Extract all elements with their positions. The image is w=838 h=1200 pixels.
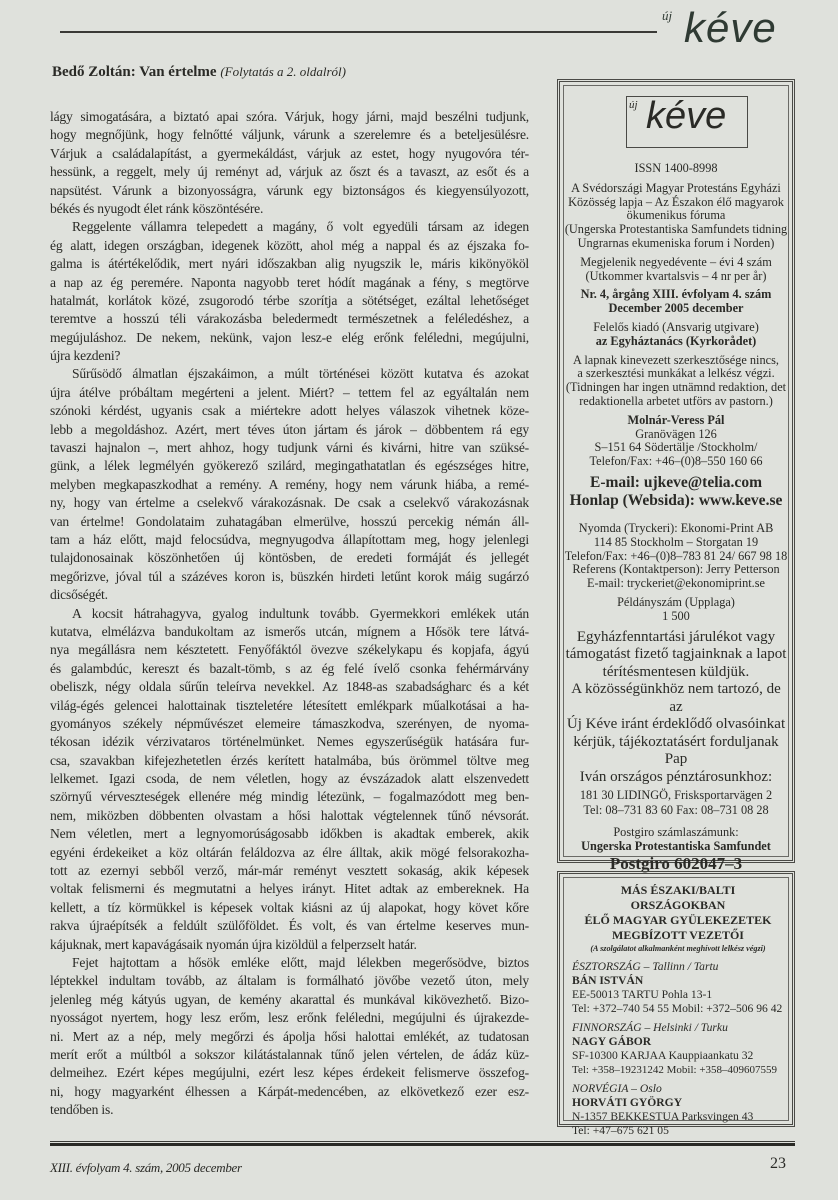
contact-line: Telefon/Fax: +46–(0)8–550 160 66	[589, 454, 763, 469]
printer-line: E-mail: tryckeriet@ekonomiprint.se	[587, 576, 765, 591]
article-line: hessünk, a reggelt, mely új reményt ad, várjuk az őszt és a tavaszt, az esőt és a	[50, 164, 529, 180]
printer-line: Referens (Kontaktperson): Jerry Petterson	[572, 562, 780, 577]
support-line: Új Kéve iránt érdeklődő olvasóinkat	[566, 716, 786, 733]
leader-entry	[572, 1021, 784, 1077]
article-line: lágy simogatására, a biztató apai szóra. Várjuk, hogy járni, majd beszélni tudjunk,	[50, 109, 529, 124]
article-line: obeliszk, négy oldala sűrűn teleírva nevekkel. Az 1848-as szabadságharc és a két	[50, 679, 529, 695]
article-line: nya megállásra nem késztetett. Fenyőfáktól övezve székelykapu és kopjafa, ágyú	[50, 642, 529, 658]
heading-line: MÁS ÉSZAKI/BALTI ORSZÁGOKBAN	[620, 883, 736, 912]
article-line: a nap az ég peremére. Naponta nagyobb teret hódít magának a fény, s megtörve	[50, 274, 529, 290]
email-link[interactable]: E-mail: ujkeve@telia.com	[590, 473, 762, 491]
article-line: delmeihez. Ezért képes megújulni, ezért lesz képes érdekeit felismerve összefog-	[50, 1065, 529, 1081]
support-line: kérjük, tájékoztatásért forduljanak Pap	[573, 733, 779, 768]
article-line: újra átélve próbáltam megérteni a jelent. Miért? – tettem fel az egyáltalán nem	[50, 384, 529, 400]
leader-name: BÁN ISTVÁN	[572, 974, 644, 987]
leaders-content	[572, 883, 784, 1143]
continuation-note: (Folytatás a 2. oldalról)	[220, 64, 346, 79]
article-line: tavaszi hajnalon –, mert ahhoz, hogy tudjunk várni és kivárni, hitre van szüksé-	[50, 440, 529, 456]
article-line: kutatva, elmélázva bandukoltam az ismerős utcán, mígnem a Hősök tere látvá-	[50, 623, 529, 639]
leader-address: SF-10300 KARJAA Kauppiaankatu 32	[572, 1049, 754, 1062]
uj-keve-logo	[660, 4, 800, 54]
footer-rule	[50, 1141, 795, 1146]
issue-line: December 2005 december	[608, 301, 744, 316]
article-line: megújuláshoz. De nekem, nekünk, vajon lesz-e elég erőnk feléledni, megújulni,	[50, 329, 529, 345]
article-line: dicsőségét.	[50, 587, 108, 603]
article-line: ni. Mert az a nép, mely megőrzi és ápolja hősi halottai emlékét, az tudatosan	[50, 1028, 529, 1044]
article-line: nyosságot nyertem, hogy lesz erőm, lesz erőnk feléledni, megújulni és újrakezde-	[50, 1010, 529, 1026]
article-line: teremtve a hosszú téli várakozásba beledermedt természetnek a feléledéshez, a	[50, 311, 529, 327]
article-line: voltak felismerni és megmutatni a helyes irányt. Hitet adtak az embereknek. Ha	[50, 881, 529, 897]
leader-country: NORVÉGIA – Oslo	[572, 1082, 662, 1095]
article-line: és galambdúc, kereszt és bazalt-tömb, s az ég felé ívelő csonka fehérmárvány	[50, 660, 529, 676]
editorial-line: A lapnak kinevezett szerkesztősége nincs,	[573, 352, 779, 367]
article-line: lelkemet. Igazi csoda, de nem véletlen, hogy az évszázadok alatt elszenvedett	[50, 771, 529, 787]
printer	[564, 522, 788, 591]
support-line: támogatást fizető tagjainknak a lapot	[565, 646, 787, 663]
article-line: hogy megnőjünk, hogy felnőtté váljunk, várunk a szerelemre és a beteljesülésre.	[50, 127, 529, 143]
contact	[564, 414, 788, 469]
treasurer-line: Tel: 08–731 83 60 Fax: 08–731 08 28	[583, 803, 769, 818]
article-line: ég alatt, idegen országban, idegenek között, ahol még a nappal és az éjszaka fo-	[50, 237, 529, 253]
support-line: térítésmentesen küldjük.	[602, 663, 750, 680]
postgiro-holder: Ungerska Protestantiska Samfundet	[581, 838, 771, 853]
leader-country: ÉSZTORSZÁG – Tallinn / Tartu	[572, 960, 719, 973]
article-line: léptekkel indultam tovább, az általam is formálható jövőbe vezető úton, mely	[50, 973, 529, 989]
masthead-box	[557, 79, 795, 873]
frequency-line: (Utkommer kvartalsvis – 4 nr per år)	[585, 268, 767, 283]
footer-issue: XIII. évfolyam 4. szám, 2005 december	[50, 1160, 242, 1175]
postgiro-label: Postgiro számlaszámunk:	[613, 825, 739, 840]
article-line: tam a ház előtt, majd felocsúdva, megnyugodva állapítottam meg, hogy jelenlegi	[50, 531, 529, 547]
treasurer	[564, 788, 788, 818]
about-line: Közösség lapja – Az Északon élő magyarok	[568, 194, 784, 209]
circulation-value: 1 500	[662, 608, 690, 623]
article-line: ni, hogy magyarként élhessen a Kárpát-medencében, az elkövetkező ezer esz-	[50, 1083, 529, 1099]
article-line: gyományos székely népművészet elemeire támaszkodva, szerényen, de nyoma-	[50, 715, 529, 731]
masthead-text	[564, 162, 788, 879]
article-line: csa, szavakban kifejezhetetlen érzés kerített hatalmába, bús örömmel töltve meg	[50, 752, 529, 768]
heading-line: MEGBÍZOTT VEZETŐI	[612, 928, 744, 942]
article-line: kellett, a tíz körmükkel is képesek voltak kiásni az új alapokat, hogy követ kőre	[50, 899, 529, 915]
about-line: (Ungerska Protestantiska Samfundets tidning	[564, 222, 788, 237]
article-line: Reggelente vállamra telepedett a magány, ő volt egyedüli társam az idegen	[72, 219, 529, 235]
frequency	[564, 256, 788, 284]
support-line: Iván országos pénztárosunkhoz:	[579, 768, 773, 785]
leader-entry	[572, 960, 784, 1016]
issn: ISSN 1400-8998	[634, 161, 718, 175]
printer-line: Nyomda (Tryckeri): Ekonomi-Print AB	[578, 520, 774, 535]
article-line: világ-égés gelencei halottainak tiszteletére létesített emlékpark műalkotásai a ha-	[50, 697, 529, 713]
leaders-note: (A szolgálatot alkalmanként meghívott lelkész végzi)	[590, 944, 766, 953]
leader-entry	[572, 1082, 784, 1138]
leader-address: EE-50013 TARTU Pohla 13-1	[572, 988, 713, 1001]
article-line: tulajdonosainak köszönhetően új köntösben, de eredeti formáját és jellegét	[50, 550, 529, 566]
leader-name: NAGY GÁBOR	[572, 1035, 652, 1048]
article-line: lebb a megoldáshoz. Azért, mert téves úton jártam és járok – döbbentem rá egy	[50, 421, 529, 437]
masthead-inner	[563, 85, 789, 873]
contact-name: Molnár-Veress Pál	[627, 412, 725, 427]
article-line: tott az ezernyi sebből verző, már-már reményt vesztett sokaság, akik képesek	[50, 863, 529, 879]
contact-line: Granövägen 126	[635, 426, 717, 441]
editorial-line: a szerkesztési munkákat a lelkész végzi.	[577, 366, 775, 381]
logo-main-text: kéve	[684, 4, 777, 51]
article-line: tendőben is.	[50, 1102, 114, 1118]
issue-info	[564, 288, 788, 316]
article-line: tékosan idézik vérzivataros történelmünket. Nemes egyszerűségük hatására fur-	[50, 734, 529, 750]
article-line: egyéni érdekeiket a köz oltárán feláldozva az élre álltak, akik mögé felsorakozha-	[50, 844, 529, 860]
article-line: van értelme! Gondolataim zuhatagában elmerülve, hosszú percekig némán áll-	[50, 513, 529, 529]
article-line: merít erőt a múltból a sokszor kilátástalannak tűnő jelen vértelen, de ádáz küz-	[50, 1046, 529, 1062]
page-number: 23	[770, 1155, 786, 1172]
frequency-line: Megjelenik negyedévente – évi 4 szám	[580, 254, 772, 269]
logo-small-text: új	[662, 8, 673, 23]
leader-phone: Tel: +358–19231242 Mobil: +358–409607559	[572, 1064, 778, 1076]
article-line: békés és nyugodt élet ránk köszöntésére.	[50, 200, 264, 216]
article-line: napsütést. Várunk a bizonyosságra, várunk egy biztonságos és kiegyensúlyozott,	[50, 182, 529, 198]
masthead-logo-small: új	[629, 99, 638, 111]
article-line: melyben megkapaszkodhat a remény. A remény, hogy nem várunk hiába, a remé-	[50, 476, 529, 492]
article-line: kájuknak, mert kapavágásaik nyomán újra kizöldül a felperzselt határ.	[50, 936, 417, 952]
leaders-inner	[563, 877, 789, 1137]
article-line: rakva újraépítsék a feldúlt szülőföldet. És volt, és van értelme keserves mun-	[50, 918, 529, 934]
article-line: A kocsit hátrahagyva, gyalog indultunk tovább. Gyermekkori emlékek után	[72, 605, 529, 621]
article-line: Fejet hajtottam a hősök emléke előtt, majd lélekben megerősödve, biztos	[72, 954, 529, 970]
publisher-line: Felelős kiadó (Ansvarig utgivare)	[593, 319, 759, 334]
treasurer-line: 181 30 LIDINGÖ, Frisksportarvägen 2	[579, 788, 773, 803]
article-line: ny, hogy van értelme a cselekvő várakozásnak. De csak a cselekvő várakozásnak	[50, 495, 529, 511]
article-title	[52, 64, 346, 81]
article-line: újra kezdeni?	[50, 348, 121, 364]
masthead-logo-main: kéve	[646, 95, 727, 137]
article-line: szónoki kérdést, ugyanis csak a miértekre adott helyes válaszok vihetnek köze-	[50, 403, 529, 419]
support-line: Egyházfenntartási járulékot vagy	[576, 628, 776, 645]
leader-phone: Tel: +47–675 621 05	[572, 1124, 669, 1137]
article-line: szörnyű vérveszteségek ellenére még mindig létezünk, – fogalmazódott meg ben-	[50, 789, 529, 805]
leader-address: N-1357 BEKKESTUA Parksvingen 43	[572, 1110, 754, 1123]
leader-phone: Tel: +372–740 54 55 Mobil: +372–506 96 42	[572, 1002, 783, 1015]
article-line: Várjuk a családalapítást, a gyermekáldást, várjuk az estet, hogy nyugovóra tér-	[50, 145, 529, 161]
editorial-line: (Tidningen har ingen utnämnd redaktion, det	[565, 380, 787, 395]
publisher	[564, 321, 788, 349]
publisher-name: az Egyháztanács (Kyrkorådet)	[595, 333, 757, 348]
article-line: hatalmát, korlátok közé, zsugorodó térbe szorítja a sötétséget, ezáltal lehetőséget	[50, 292, 529, 308]
article-line: nem, miközben döbbenten olvastam a hősi halottak végtelennek tűnő névsorát.	[50, 807, 529, 823]
postgiro	[564, 826, 788, 874]
about-line: ökumenikus fóruma	[626, 208, 726, 223]
about-line: A Svédországi Magyar Protestáns Egyházi	[571, 180, 781, 195]
web-contact	[564, 474, 788, 510]
contact-line: S–151 64 Södertälje /Stockholm/	[594, 440, 758, 455]
leaders-heading	[572, 883, 784, 943]
postgiro-number: Postgiro 602047–3	[609, 853, 743, 873]
heading-line: ÉLŐ MAGYAR GYÜLEKEZETEK	[584, 913, 772, 927]
editorial-note	[564, 354, 788, 409]
printer-line: 114 85 Stockholm – Storgatan 19	[593, 534, 759, 549]
about-line: Ungrarnas ekumeniska forum i Norden)	[577, 235, 775, 250]
author-title: Bedő Zoltán: Van értelme	[52, 64, 217, 80]
website-link[interactable]: Honlap (Websida): www.keve.se	[569, 491, 783, 509]
leaders-box	[557, 871, 795, 1137]
article-line: jelenleg még kátyús ugyan, de kemény akarattal és munkával kikövezhető. Bizo-	[50, 991, 529, 1007]
support-note	[564, 629, 788, 787]
circulation	[564, 596, 788, 624]
article-line: galma is átértékelődik, mert nyári időszakban alig nyugszik le, máris kikönyököl	[50, 256, 529, 272]
article-body	[50, 108, 529, 1119]
article-line: günk, a lélek legmélyén gyökerező szilárd, megingathatatlan és egészséges hitre,	[50, 458, 529, 474]
article-line: Sűrűsödő álmatlan éjszakáimon, a múlt történései között kutatva és azokat	[72, 366, 529, 382]
leader-country: FINNORSZÁG – Helsinki / Turku	[572, 1021, 728, 1034]
support-line: A közösségünkhöz nem tartozó, de az	[571, 681, 781, 715]
header-rule	[60, 31, 657, 33]
leader-name: HORVÁTI GYÖRGY	[572, 1096, 683, 1109]
editorial-line: redaktionella arbetet utförs av pastorn.)	[579, 393, 773, 408]
printer-line: Telefon/Fax: +46–(0)8–783 81 24/ 667 98 18	[564, 548, 788, 563]
circulation-label: Példányszám (Upplaga)	[617, 594, 735, 609]
issue-line: Nr. 4, årgång XIII. évfolyam 4. szám	[580, 287, 772, 302]
masthead-logo	[626, 96, 748, 148]
about	[564, 182, 788, 251]
article-line: Nem véletlen, mert a legnyomorúságosabb időkben is akadtak emberek, akik	[50, 826, 529, 842]
article-line: megőrizve, jóval túl a százéves koron is, büszkén hirdeti letűnt korok máig sugárzó	[50, 568, 529, 584]
